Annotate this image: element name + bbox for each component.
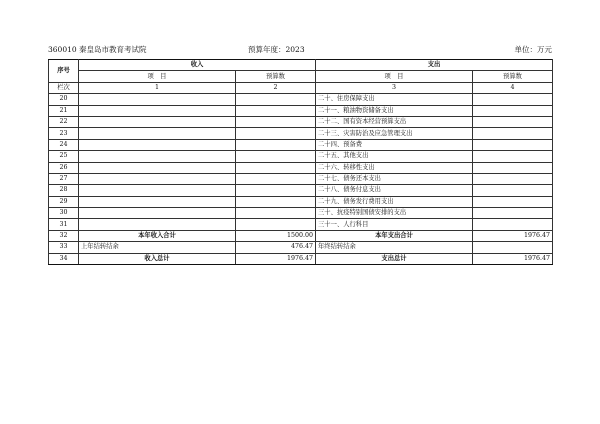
expense-amount-cell [473, 173, 553, 184]
income-budget-label: 预算数 [236, 71, 316, 82]
expense-item-cell: 年终结转结余 [316, 242, 473, 253]
income-item-cell [79, 185, 236, 196]
expense-amount-cell: 1976.47 [473, 230, 553, 241]
income-item-cell [79, 151, 236, 162]
income-amount-cell: 1500.00 [236, 230, 316, 241]
expense-amount-cell: 1976.47 [473, 253, 553, 264]
income-item-cell [79, 105, 236, 116]
row-seq-cell: 24 [49, 139, 79, 150]
table-row [49, 242, 553, 253]
table-row [49, 173, 553, 184]
money-unit: 单位：万元 [514, 45, 552, 54]
table-row [49, 116, 553, 127]
expense-item-cell: 二十七、债务还本支出 [316, 173, 473, 184]
income-header: 收入 [79, 60, 316, 71]
expense-item-cell: 二十二、国有资本经营预算支出 [316, 116, 473, 127]
income-item-cell [79, 173, 236, 184]
expense-amount-cell [473, 242, 553, 253]
table-row [49, 196, 553, 207]
income-item-cell [79, 196, 236, 207]
row-seq-cell: 26 [49, 162, 79, 173]
income-item-cell [79, 128, 236, 139]
expense-item-cell: 二十九、债务发行费用支出 [316, 196, 473, 207]
row-seq-cell: 31 [49, 219, 79, 230]
expense-amount-cell [473, 116, 553, 127]
column-number: 3 [316, 82, 473, 93]
row-seq-cell: 33 [49, 242, 79, 253]
expense-item-cell: 二十一、粮油物资储备支出 [316, 105, 473, 116]
expense-item-cell: 二十、住房保障支出 [316, 94, 473, 105]
income-item-cell [79, 116, 236, 127]
column-row-label: 栏次 [49, 82, 79, 93]
expense-amount-cell [473, 162, 553, 173]
report-header [48, 44, 552, 56]
expense-budget-label: 预算数 [473, 71, 553, 82]
expense-amount-cell [473, 185, 553, 196]
row-seq-cell: 21 [49, 105, 79, 116]
column-number: 1 [79, 82, 236, 93]
income-amount-cell [236, 219, 316, 230]
income-amount-cell [236, 128, 316, 139]
row-seq-cell: 30 [49, 208, 79, 219]
expense-amount-cell [473, 139, 553, 150]
expense-item-cell: 二十八、债务付息支出 [316, 185, 473, 196]
income-item-cell [79, 219, 236, 230]
table-row [49, 105, 553, 116]
row-seq-cell: 20 [49, 94, 79, 105]
income-amount-cell [236, 94, 316, 105]
expense-header: 支出 [316, 60, 553, 71]
expense-item-cell: 二十三、灾害防治及应急管理支出 [316, 128, 473, 139]
table-row [49, 208, 553, 219]
income-amount-cell [236, 151, 316, 162]
income-amount-cell [236, 185, 316, 196]
income-item-cell: 上年结转结余 [79, 242, 236, 253]
income-item-cell: 收入总计 [79, 253, 236, 264]
income-amount-cell: 1976.47 [236, 253, 316, 264]
expense-amount-cell [473, 208, 553, 219]
income-item-cell: 本年收入合计 [79, 230, 236, 241]
expense-amount-cell [473, 128, 553, 139]
expense-item-cell: 二十五、其他支出 [316, 151, 473, 162]
income-amount-cell [236, 162, 316, 173]
income-amount-cell: 476.47 [236, 242, 316, 253]
expense-amount-cell [473, 151, 553, 162]
income-amount-cell [236, 173, 316, 184]
row-seq-cell: 23 [49, 128, 79, 139]
row-seq-cell: 27 [49, 173, 79, 184]
budget-table [48, 59, 553, 265]
expense-amount-cell [473, 219, 553, 230]
unit-name: 360010 秦皇岛市教育考试院 [48, 45, 147, 54]
row-seq-cell: 28 [49, 185, 79, 196]
row-seq-cell: 22 [49, 116, 79, 127]
table-row [49, 230, 553, 241]
table-body [49, 94, 553, 265]
seq-header: 序号 [49, 60, 79, 83]
income-item-cell [79, 208, 236, 219]
income-amount-cell [236, 196, 316, 207]
table-row [49, 253, 553, 264]
column-number: 2 [236, 82, 316, 93]
table-row [49, 162, 553, 173]
table-row [49, 219, 553, 230]
expense-item-cell: 三十一、人行科目 [316, 219, 473, 230]
row-seq-cell: 34 [49, 253, 79, 264]
expense-item-cell: 三十、抗疫特别国债安排的支出 [316, 208, 473, 219]
table-row [49, 185, 553, 196]
expense-item-cell: 支出总计 [316, 253, 473, 264]
income-item-cell [79, 94, 236, 105]
column-number: 4 [473, 82, 553, 93]
table-row [49, 94, 553, 105]
income-item-cell [79, 139, 236, 150]
budget-year: 预算年度：2023 [248, 45, 305, 54]
income-item-cell [79, 162, 236, 173]
row-seq-cell: 32 [49, 230, 79, 241]
income-amount-cell [236, 116, 316, 127]
row-seq-cell: 29 [49, 196, 79, 207]
row-seq-cell: 25 [49, 151, 79, 162]
income-amount-cell [236, 139, 316, 150]
table-row [49, 128, 553, 139]
expense-amount-cell [473, 105, 553, 116]
expense-item-cell: 本年支出合计 [316, 230, 473, 241]
expense-amount-cell [473, 94, 553, 105]
income-amount-cell [236, 105, 316, 116]
expense-item-label: 项 目 [316, 71, 473, 82]
expense-item-cell: 二十六、转移性支出 [316, 162, 473, 173]
expense-item-cell: 二十四、预备费 [316, 139, 473, 150]
table-row [49, 151, 553, 162]
income-amount-cell [236, 208, 316, 219]
income-item-label: 项 目 [79, 71, 236, 82]
expense-amount-cell [473, 196, 553, 207]
table-row [49, 139, 553, 150]
